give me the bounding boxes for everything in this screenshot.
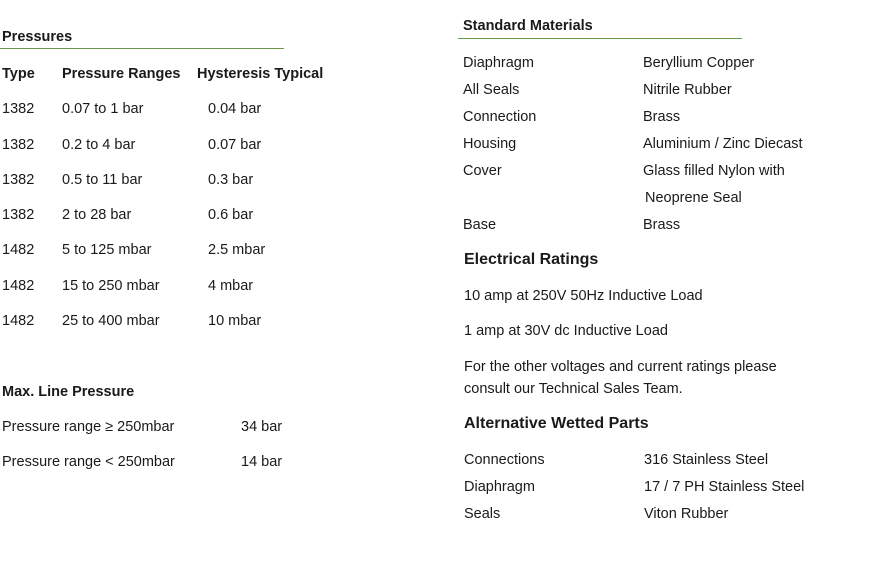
line-pressure-label: Pressure range < 250mbar xyxy=(2,454,175,470)
cell-range: 0.5 to 11 bar xyxy=(62,172,143,188)
header-type: Type xyxy=(2,66,35,82)
line-pressure-value: 34 bar xyxy=(241,419,283,435)
material-value: Glass filled Nylon with xyxy=(643,163,785,179)
cell-type: 1482 xyxy=(2,313,35,329)
cell-range: 15 to 250 mbar xyxy=(62,278,160,294)
wetted-part: Connections xyxy=(464,452,545,468)
electrical-rating-1: 10 amp at 250V 50Hz Inductive Load xyxy=(464,288,703,304)
cell-hysteresis: 0.6 bar xyxy=(208,207,254,223)
line-pressure-title: Max. Line Pressure xyxy=(2,384,135,400)
cell-hysteresis: 0.3 bar xyxy=(208,172,254,188)
cell-type: 1482 xyxy=(2,242,35,258)
cell-range: 5 to 125 mbar xyxy=(62,242,152,258)
material-part: Housing xyxy=(463,136,517,152)
cell-hysteresis: 2.5 mbar xyxy=(208,242,266,258)
wetted-material: Viton Rubber xyxy=(644,506,729,522)
material-part: Base xyxy=(463,217,497,233)
material-part: Diaphragm xyxy=(463,55,534,71)
cell-hysteresis: 10 mbar xyxy=(208,313,262,329)
cell-range: 25 to 400 mbar xyxy=(62,313,160,329)
wetted-material: 17 / 7 PH Stainless Steel xyxy=(644,479,805,495)
electrical-title: Electrical Ratings xyxy=(464,251,599,268)
material-value: Brass xyxy=(643,109,681,125)
wetted-title: Alternative Wetted Parts xyxy=(464,415,649,432)
line-pressure-value: 14 bar xyxy=(241,454,283,470)
material-value: Aluminium / Zinc Diecast xyxy=(643,136,803,152)
cell-range: 0.07 to 1 bar xyxy=(62,101,144,117)
cell-type: 1482 xyxy=(2,278,35,294)
material-value: Beryllium Copper xyxy=(643,55,755,71)
wetted-part: Diaphragm xyxy=(464,479,535,495)
pressures-title: Pressures xyxy=(2,29,73,45)
cell-type: 1382 xyxy=(2,207,35,223)
header-hysteresis: Hysteresis Typical xyxy=(197,66,324,82)
wetted-material: 316 Stainless Steel xyxy=(644,452,769,468)
material-part: Cover xyxy=(463,163,502,179)
cell-type: 1382 xyxy=(2,172,35,188)
material-value: Neoprene Seal xyxy=(645,190,742,206)
material-part: All Seals xyxy=(463,82,520,98)
cell-hysteresis: 0.04 bar xyxy=(208,101,262,117)
electrical-note-line-1: For the other voltages and current ratings please xyxy=(464,359,777,375)
cell-type: 1382 xyxy=(2,101,35,117)
material-part: Connection xyxy=(463,109,537,125)
cell-range: 2 to 28 bar xyxy=(62,207,132,223)
pressures-title-rule xyxy=(0,48,284,49)
material-value: Brass xyxy=(643,217,681,233)
line-pressure-label: Pressure range ≥ 250mbar xyxy=(2,419,175,435)
wetted-part: Seals xyxy=(464,506,501,522)
cell-hysteresis: 4 mbar xyxy=(208,278,254,294)
material-value: Nitrile Rubber xyxy=(643,82,732,98)
electrical-note-line-2: consult our Technical Sales Team. xyxy=(464,381,683,397)
materials-title: Standard Materials xyxy=(463,18,593,34)
cell-type: 1382 xyxy=(2,137,35,153)
electrical-rating-2: 1 amp at 30V dc Inductive Load xyxy=(464,323,668,339)
header-pressure-ranges: Pressure Ranges xyxy=(62,66,181,82)
cell-hysteresis: 0.07 bar xyxy=(208,137,262,153)
cell-range: 0.2 to 4 bar xyxy=(62,137,136,153)
materials-title-rule xyxy=(458,38,742,39)
